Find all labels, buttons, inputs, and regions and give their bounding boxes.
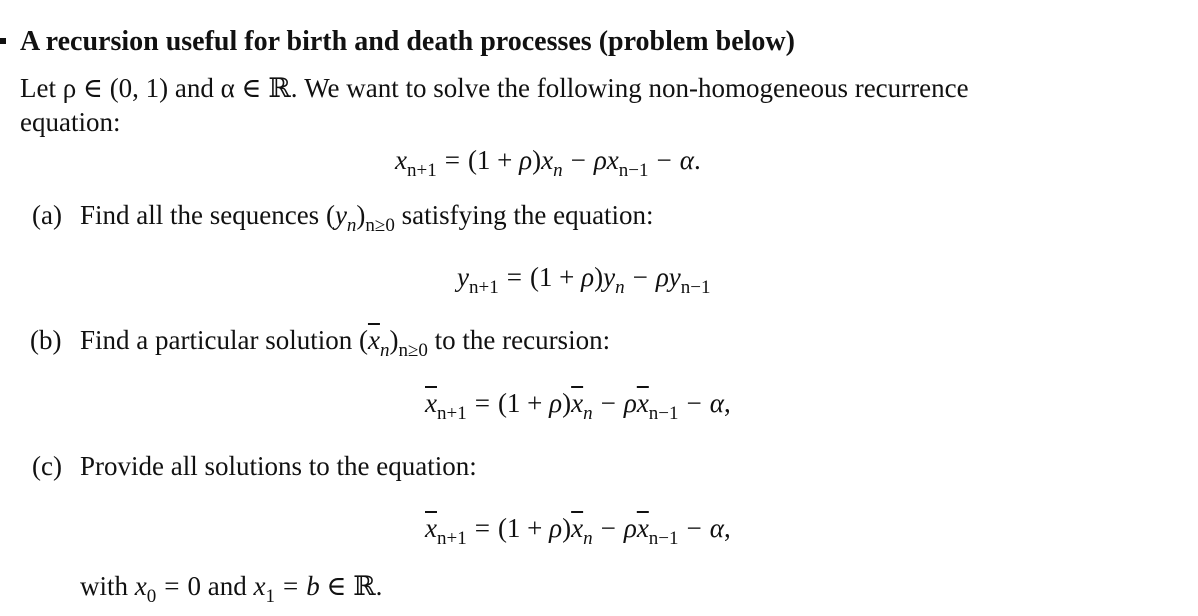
equation-c: $\overline{x}_{n+1} = (1 + \rho)\overline{x}_n - \rho\overline{x}_{n-1} - \alpha$, bbox=[425, 513, 731, 549]
equation-a: $y_{n+1} = (1 + \rho)y_n - \rho y_{n-1}$ bbox=[457, 262, 711, 298]
part-c-condition: with $x_0 = 0$ and $x_1 = b$ ∈ ℝ. bbox=[80, 571, 383, 607]
equation-b: $\overline{x}_{n+1} = (1 + \rho)\overline{x}_n - \rho\overline{x}_{n-1} - \alpha$, bbox=[425, 388, 731, 424]
intro-line-1: Let ρ ∈ (0, 1) and α ∈ ℝ. We want to solve the following non-homogeneous recurrence bbox=[20, 73, 969, 103]
intro-line-2: equation: bbox=[20, 107, 121, 137]
part-a-text: Find all the sequences $(y_n)_{n\ge 0}$ satisfying the equation: bbox=[80, 200, 654, 236]
section-bullet bbox=[0, 38, 6, 44]
part-c-text: Provide all solutions to the equation: bbox=[80, 451, 477, 481]
part-a-label: (a) bbox=[32, 200, 62, 230]
part-b-label: (b) bbox=[30, 325, 62, 355]
section-title: A recursion useful for birth and death processes (problem below) bbox=[20, 26, 795, 57]
equation-main: $x_{n+1} = (1 + \rho)x_n - \rho x_{n-1} - \alpha$. bbox=[395, 145, 701, 181]
part-b-text: Find a particular solution $(\overline{x}_n)_{n\ge 0}$ to the recursion: bbox=[80, 325, 611, 361]
part-c-label: (c) bbox=[32, 451, 62, 481]
